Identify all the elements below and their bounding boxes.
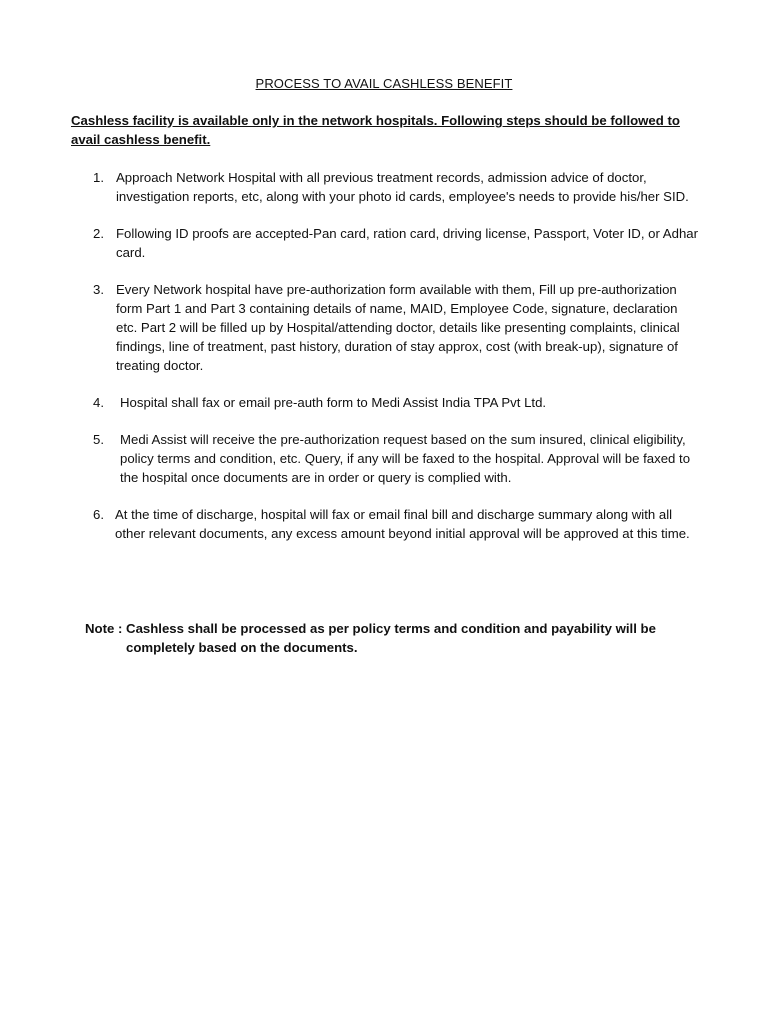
step-text: Hospital shall fax or email pre-auth form to Medi Assist India TPA Pvt Ltd. bbox=[120, 395, 547, 410]
list-item bbox=[0, 505, 700, 543]
note-label: Note : bbox=[85, 621, 123, 636]
note-paragraph bbox=[85, 619, 685, 657]
step-number: 1. bbox=[93, 170, 104, 185]
list-item bbox=[0, 280, 700, 375]
intro-paragraph: Cashless facility is available only in the network hospitals. Following steps should be followed to avail cashless benefit. bbox=[71, 113, 680, 147]
step-text: Approach Network Hospital with all previous treatment records, admission advice of doctor, investigation reports, etc, along with your photo id cards, employee's needs to provide his/her SID. bbox=[116, 170, 689, 204]
list-item bbox=[0, 430, 700, 487]
step-text: At the time of discharge, hospital will fax or email final bill and discharge summary along with all other relevant documents, any excess amount beyond initial approval will be approved at this time. bbox=[115, 507, 690, 541]
step-number: 6. bbox=[93, 507, 104, 522]
list-item bbox=[0, 393, 700, 412]
step-text: Following ID proofs are accepted-Pan card, ration card, driving license, Passport, Voter ID, or Adhar card. bbox=[116, 226, 699, 260]
step-text: Every Network hospital have pre-authorization form available with them, Fill up pre-authorization form Part 1 and Part 3 containing details of name, MAID, Employee Code, signature, declaration etc. Part 2 will be filled up by Hospital/attending doctor, details like presenting complaints, clinical findings, line of treatment, past history, duration of stay approx, cost (with break-up), signature of treating doctor. bbox=[116, 282, 680, 373]
page-title: PROCESS TO AVAIL CASHLESS BENEFIT bbox=[255, 76, 513, 91]
note-line-2: completely based on the documents. bbox=[126, 640, 358, 655]
step-number: 3. bbox=[93, 282, 104, 297]
step-number: 4. bbox=[93, 395, 104, 410]
note-line-1: Cashless shall be processed as per policy terms and condition and payability will be bbox=[126, 621, 656, 636]
list-item bbox=[0, 224, 700, 262]
step-number: 5. bbox=[93, 432, 104, 447]
steps-list bbox=[0, 168, 768, 561]
step-text: Medi Assist will receive the pre-authorization request based on the sum insured, clinical eligibility, policy terms and condition, etc. Query, if any will be faxed to the hospital. Approval will be faxed to the hospital once documents are in order or query is complied with. bbox=[120, 432, 691, 485]
step-number: 2. bbox=[93, 226, 104, 241]
list-item bbox=[0, 168, 700, 206]
